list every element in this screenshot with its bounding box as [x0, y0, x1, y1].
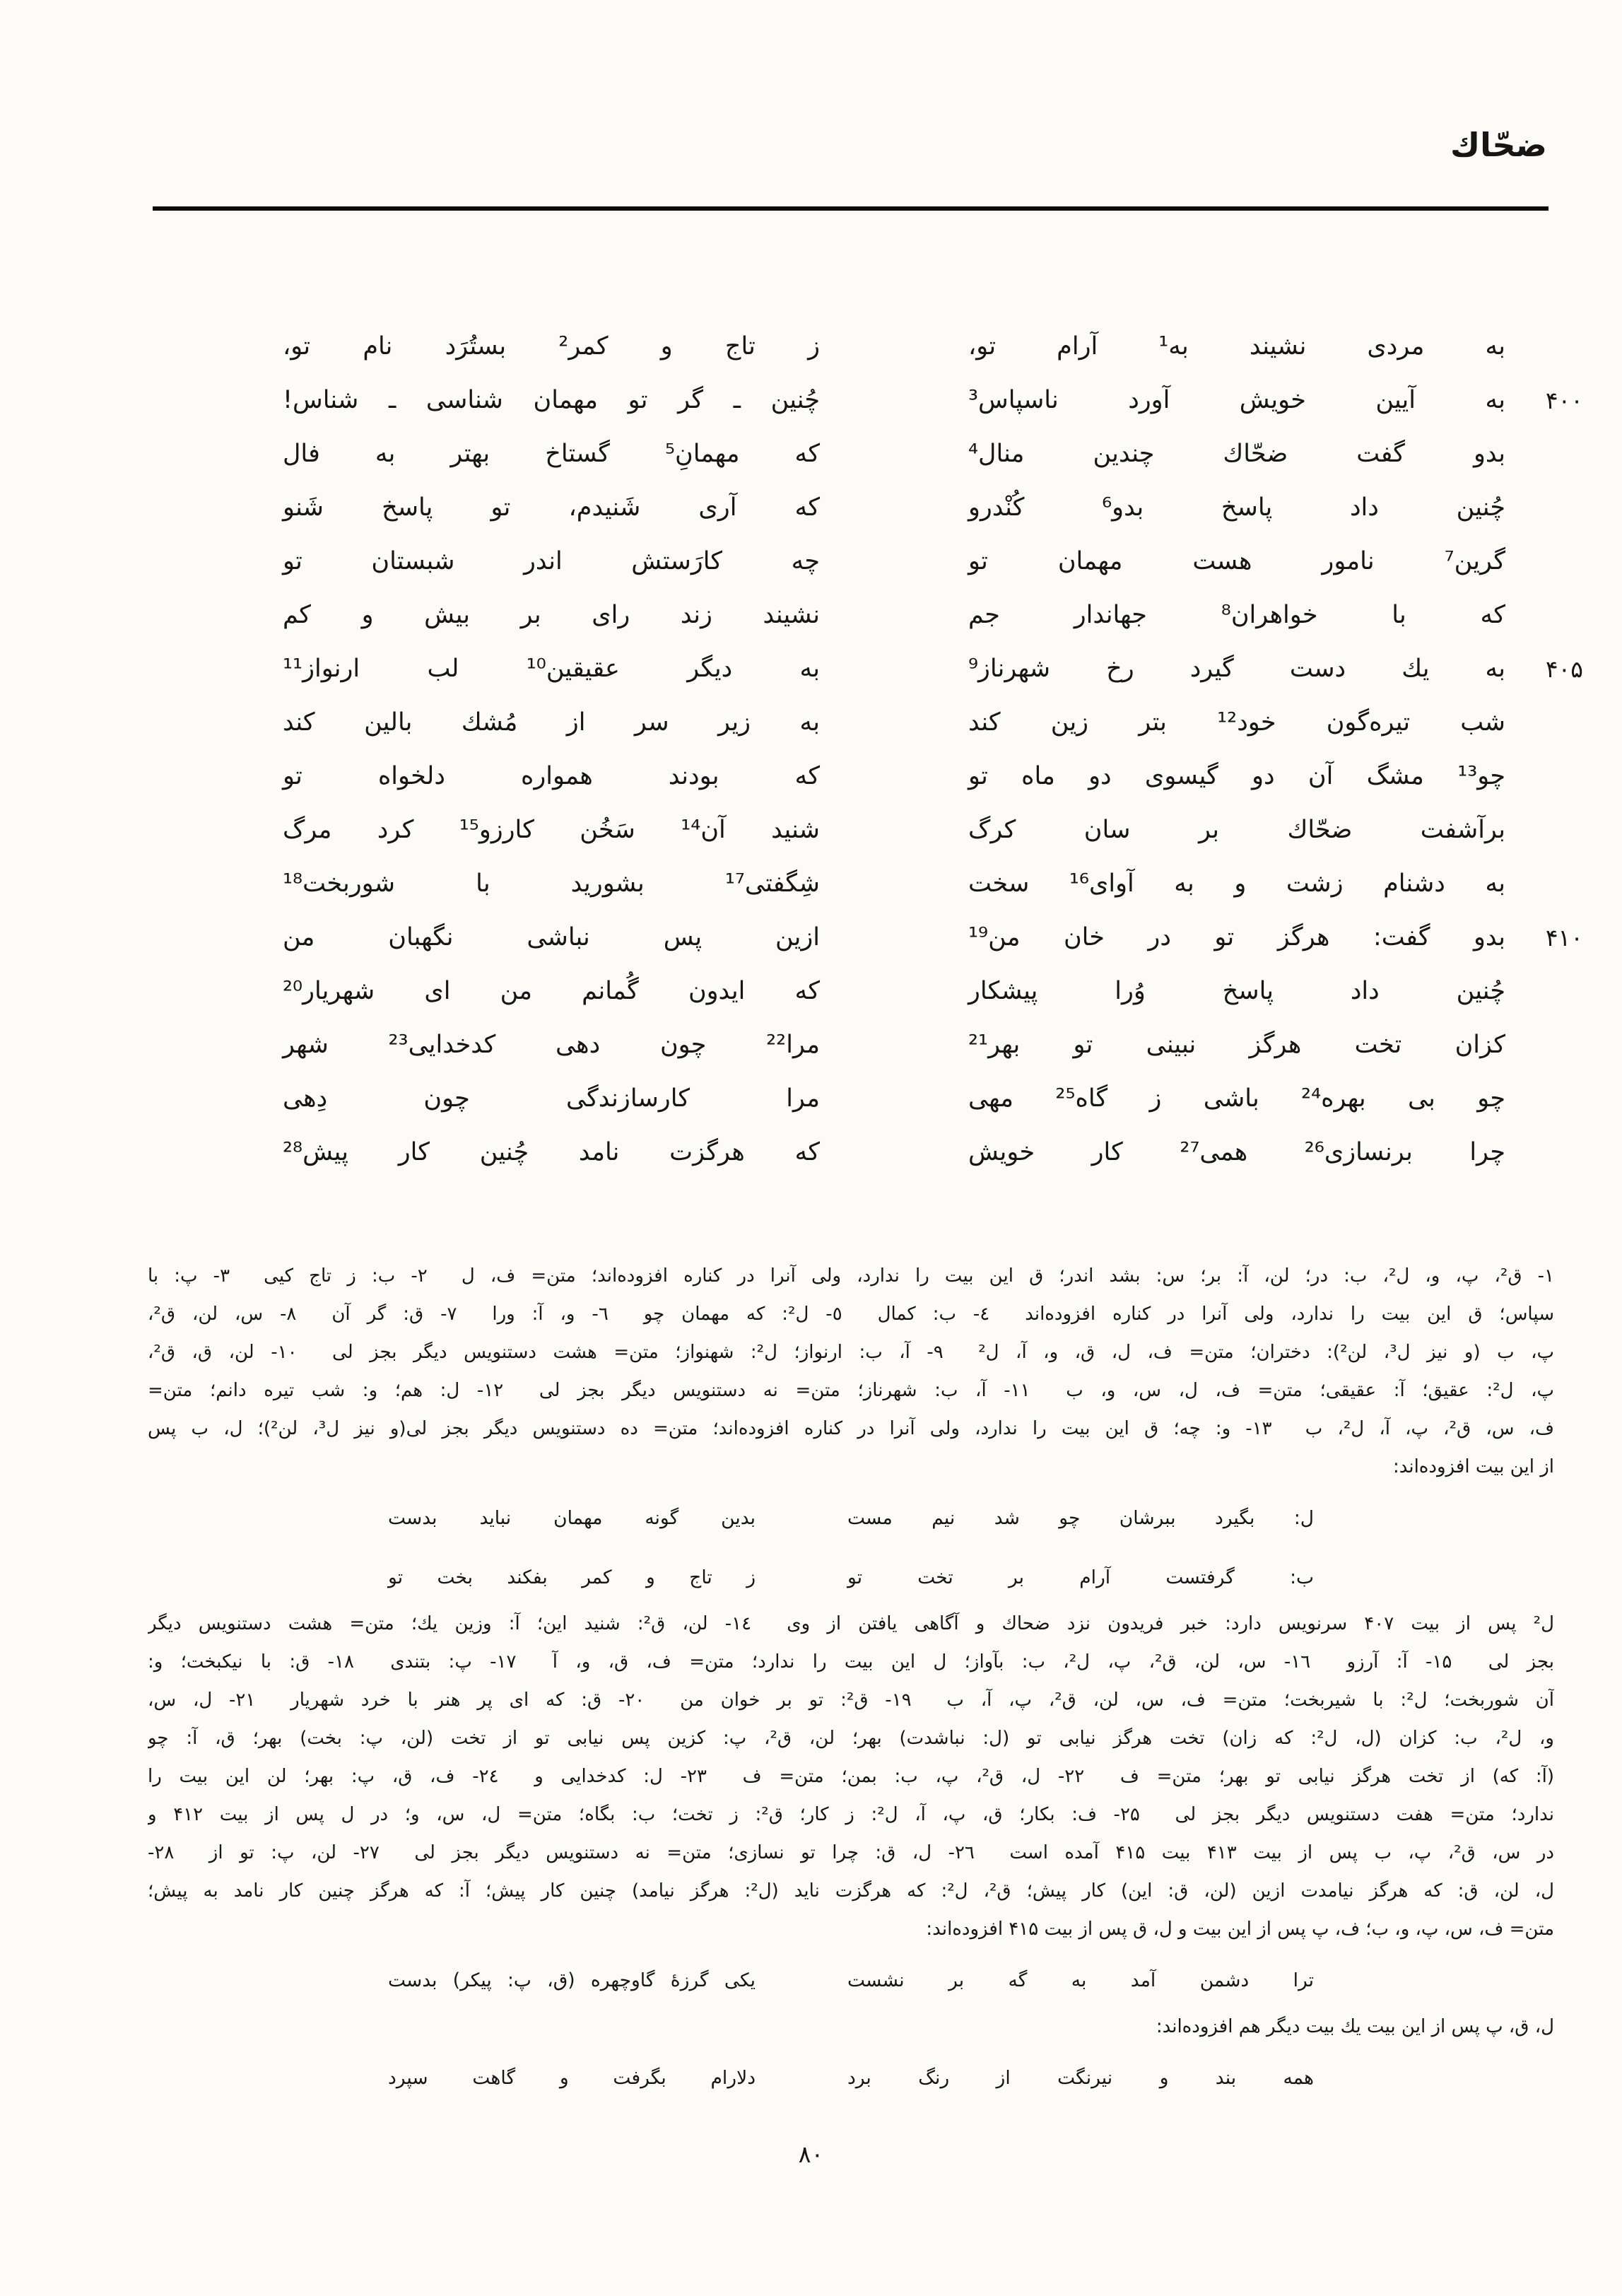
hemistich-right: به مردی نشیند به¹ آرام تو، [968, 332, 1505, 361]
hemistich-left: كه بودند همواره دلخواه تو [283, 762, 820, 790]
hemistich-left: چُنین ـ گر تو مهمان شناسی ـ شناس! [283, 386, 820, 414]
apparatus-line: ۱- ق²، پ، و، ل²، ب: در؛ لن، آ: بر؛ س: بشد اندر؛ ق این بیت را ندارد، ولی آنرا در كناره افزوده‌اند؛ متن= ف، ل ۲- ب: ز تاج كیی ۳- پ: با [148, 1265, 1554, 1287]
poem-block [283, 320, 1583, 1179]
apparatus-line: ف، س، ق²، پ، آ، ل²، ب ۱۳- و: چه؛ ق این بیت را ندارد، ولی آنرا در كناره افزوده‌اند؛ متن= ده دستنویس دیگر بجز لی(و نیز ل³، لن²)؛ ل، ب پس [148, 1418, 1554, 1439]
apparatus-line: سپاس؛ ق این بیت را ندارد، ولی آنرا در كناره افزوده‌اند ٤- ب: كمال ٥- ل²: كه مهمان چو ٦- و، آ: ورا ۷- ق: گر آن ۸- س، لن، ق²، [148, 1304, 1554, 1325]
hemistich-right: گرین⁷ نامور هست مهمان تو [968, 547, 1505, 575]
verse-number: ۴۰۰ [1545, 386, 1583, 414]
verse-row [283, 320, 1583, 373]
apparatus-line: بجز لی ۱۵- آ: آرزو ۱٦- س، لن، ق²، پ، ل²، ب: بآواز؛ ل این بیت را ندارد؛ متن= ف، ق، و، آ ۱۷- پ: بتندی ۱۸- ق: با نیكبخت؛ و: [148, 1651, 1554, 1673]
verse-row [283, 696, 1583, 749]
apparatus-verse-left: ز تاج و كمر بفكند بخت تو [388, 1566, 756, 1588]
verse-row [283, 642, 1583, 696]
hemistich-right: چرا برنسازی²⁶ همی²⁷ كار خویش [968, 1138, 1505, 1166]
hemistich-left: شنید آن¹⁴ سَخُن كارزو¹⁵ كرد مرگ [283, 816, 820, 844]
hemistich-right: چو¹³ مشگ آن دو گیسوی دو ماه تو [968, 762, 1505, 790]
apparatus-verse-left: بدین گونه مهمان نباید بدست [388, 1507, 756, 1529]
hemistich-right: چو بی بهره²⁴ باشی ز گاه²⁵ مهی [968, 1084, 1505, 1113]
hemistich-left: نشیند زند رای بر بیش و كم [283, 601, 820, 629]
apparatus-line: از این بیت افزوده‌اند: [1392, 1456, 1554, 1477]
verse-row [283, 534, 1583, 588]
apparatus-line: پ، ل²: عقیق؛ آ: عقیقی؛ متن= ف، ل، س، و، ب ۱۱- آ، ب: شهرناز؛ متن= نه دستنویس دیگر بجز لی ۱۲- ل: هم؛ و: شب تیره دانم؛ متن= [148, 1380, 1554, 1401]
hemistich-right: بدو گفت ضحّاك چندین منال⁴ [968, 440, 1505, 468]
apparatus-line: ل، لن، ق: كه هرگز نیامدت ازین (لن، ق: این) كار پیش؛ ق²، ل²: كه هرگزت ناید (ل²: هرگز نیامد) چنین كار پیش؛ آ: كه هرگز چنین كار نامد به پیش؛ [148, 1880, 1554, 1902]
apparatus-line: ل² پس از بیت ۴۰۷ سرنویس دارد: خبر فریدون نزد ضحاك و آگاهی یافتن از وی ۱٤- لن، ق²: شنید این؛ آ: وزین یك؛ متن= هشت دستنویس دیگر [148, 1613, 1554, 1634]
header-rule [153, 206, 1548, 211]
apparatus-verse-right: ترا دشمن آمد به گه بر نشست [847, 1969, 1314, 1991]
apparatus-variant-verse [148, 1492, 1554, 1545]
apparatus-verse-right: ل: بگیرد ببرشان چو شد نیم مست [847, 1507, 1314, 1529]
verse-number: ۴۰۵ [1545, 655, 1583, 683]
hemistich-right: چُنین داد پاسخ بدو⁶ كُنْدرو [968, 493, 1506, 522]
hemistich-right: چُنین داد پاسخ وُرا پیشكار [968, 977, 1505, 1005]
apparatus-verse-right: همه بند و نیرنگت از رنگ برد [847, 2067, 1314, 2089]
apparatus-variant-verse [148, 1954, 1554, 2008]
hemistich-right: به آیین خویش آورد ناسپاس³ [968, 386, 1505, 414]
hemistich-left: مرا²² چون دهی كدخدایی²³ شهر [283, 1031, 820, 1059]
verse-number: ۴۱۰ [1545, 923, 1583, 951]
hemistich-left: ز تاج و كمر² بستُرَد نام تو، [283, 332, 821, 361]
verse-row [283, 427, 1583, 481]
apparatus-line: متن= ف، س، پ، و، ب؛ ف، پ پس از این بیت و ل، ق پس از بیت ۴۱۵ افزوده‌اند: [926, 1919, 1554, 1940]
hemistich-left: كه ایدون گُمانم من ای شهریار²⁰ [283, 977, 820, 1005]
verse-row [283, 481, 1583, 534]
verse-row [283, 749, 1583, 803]
verse-row [283, 1018, 1583, 1072]
hemistich-left: مرا كارسازندگی چون دِهی [283, 1084, 820, 1113]
hemistich-right: شب تیره‌گون خود¹² بتر زین كند [968, 708, 1505, 737]
verse-row [283, 588, 1583, 642]
apparatus-verse-left: دلارام بگرفت و گاهت سپرد [388, 2067, 756, 2089]
hemistich-right: بدو گفت: هرگز تو در خان من¹⁹ [968, 923, 1505, 951]
apparatus-line: در س، ق²، پ، ب پس از بیت ۴۱۳ بیت ۴۱۵ آمده است ۲٦- ل، ق: چرا تو نسازی؛ متن= نه دستنویس دیگر بجز لی ۲۷- لن، پ: تو از ۲۸- [148, 1842, 1554, 1863]
apparatus-verse-right: ب: گرفتست آرام بر تخت تو [847, 1566, 1314, 1588]
hemistich-left: ازین پس نباشی نگهبان من [283, 923, 820, 951]
running-header-title: ضحّاك [1450, 126, 1547, 164]
verse-row [283, 1125, 1583, 1179]
apparatus-verse-left: یكی گرزهٔ گاوچهره (ق، پ: پیكر) بدست [388, 1969, 756, 1991]
apparatus-line: پ، ب (و نیز ل³، لن²): دختران؛ متن= ف، ل، ق، و، آ، ل² ۹- آ، ب: ارنواز؛ ل²: شهنواز؛ متن= هشت دستنویس دیگر بجز لی ۱۰- لن، ق، ق²، [148, 1342, 1554, 1363]
page-number: ٨٠ [798, 2140, 824, 2168]
apparatus-line: و، ل²، ب: كزان (ل، ل²: كه زان) تخت هرگز نیابی تو (ل: نباشدت) بهر؛ لن، ق²، پ: كزین پس نیابی تو از تخت (لن، پ: بخت) بهر؛ ق، آ: چو [148, 1728, 1554, 1749]
hemistich-right: كه با خواهران⁸ جهاندار جم [968, 601, 1505, 629]
hemistich-left: كه هرگزت نامد چُنین كار پیش²⁸ [283, 1138, 820, 1166]
hemistich-left: به زیر سر از مُشك بالین كند [283, 708, 820, 737]
hemistich-left: شِگفتی¹⁷ بشورید با شوربخت¹⁸ [283, 869, 820, 898]
hemistich-right: به دشنام زشت و به آوای¹⁶ سخت [968, 869, 1505, 898]
hemistich-left: به دیگر عقیقین¹⁰ لب ارنواز¹¹ [283, 655, 820, 683]
hemistich-right: برآشفت ضحّاك بر سان كرگ [968, 816, 1505, 844]
hemistich-right: كزان تخت هرگز نبینی تو بهر²¹ [968, 1031, 1505, 1059]
apparatus-variant-verse [148, 1551, 1554, 1605]
hemistich-left: چه كارَستش اندر شبستان تو [283, 547, 820, 575]
apparatus-line: (آ: كه) از تخت هرگز نیابی تو بهر؛ متن= ف ۲۲- ل، ق²، پ، ب: بمن؛ متن= ف ۲۳- ل: كدخدایی و ۲٤- ف، ق، پ: بهر؛ لن این بیت را [148, 1766, 1554, 1787]
verse-row [283, 964, 1583, 1018]
verse-row [283, 373, 1583, 427]
hemistich-left: كه آری شَنیدم، تو پاسخ شَنو [283, 493, 820, 522]
hemistich-right: به یك دست گیرد رخ شهرناز⁹ [968, 655, 1505, 683]
apparatus-line: آن شوربخت؛ ل²: با شیربخت؛ متن= ف، س، لن، ق²، پ، آ، ب ۱۹- ق²: تو بر خوان من ۲۰- ق: كه ای پر هنر با خرد شهریار ۲۱- ل، س، [148, 1689, 1554, 1711]
verse-row [283, 857, 1583, 910]
apparatus-line: ندارد؛ متن= هفت دستنویس دیگر بجز لی ۲۵- ف: بكار؛ ق، پ، آ، ل²: ز كار؛ ق²: ز تخت؛ ب: بگاه؛ متن= ل، س، و؛ در ل پس از بیت ۴۱۲ و [148, 1804, 1554, 1825]
hemistich-left: كه مهمانِ⁵ گستاخ بهتر به فال [283, 440, 820, 468]
critical-apparatus [148, 1257, 1554, 2105]
verse-row [283, 1072, 1583, 1125]
verse-row [283, 803, 1583, 857]
verse-row [283, 910, 1583, 964]
apparatus-variant-verse [148, 2051, 1554, 2105]
apparatus-line: ل، ق، پ پس از این بیت یك بیت دیگر هم افزوده‌اند: [1156, 2016, 1554, 2037]
